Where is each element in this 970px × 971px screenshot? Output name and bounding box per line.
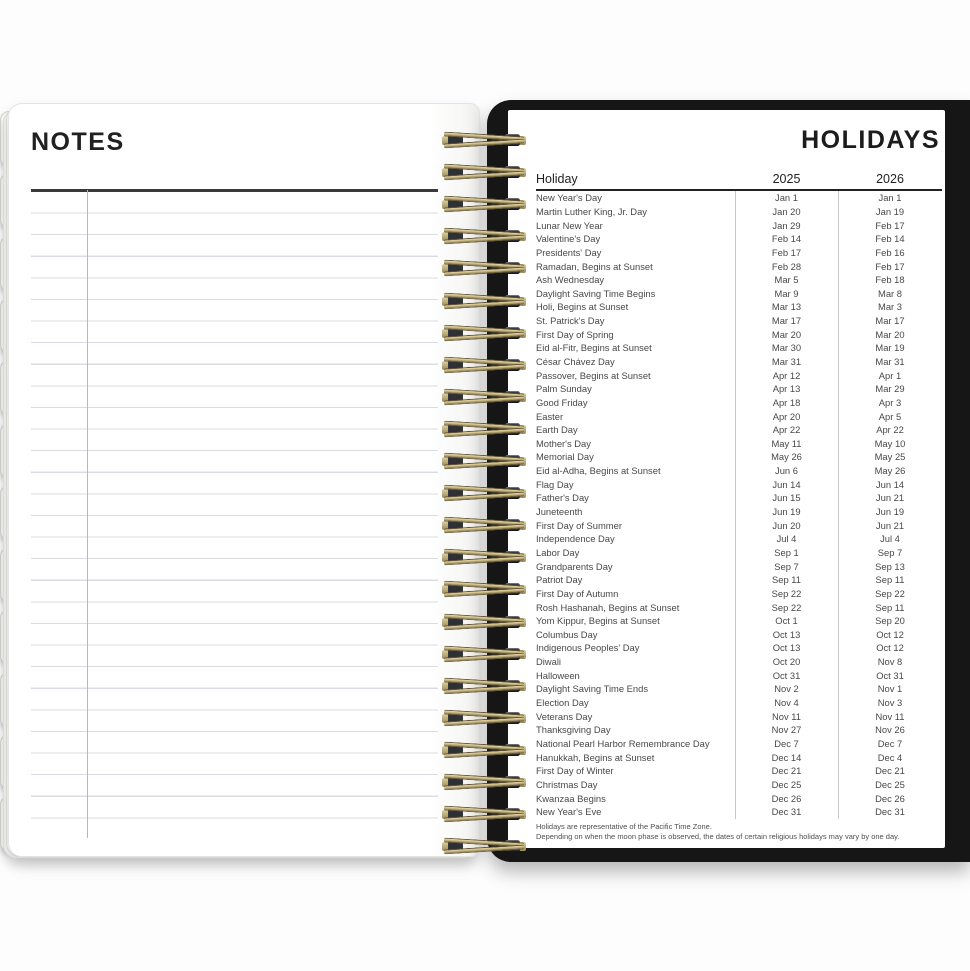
table-row xyxy=(536,559,942,573)
notes-margin-line xyxy=(87,190,88,838)
table-row xyxy=(536,218,942,232)
table-row xyxy=(536,628,942,642)
table-row xyxy=(536,286,942,300)
table-row xyxy=(536,450,942,464)
holiday-name: Father's Day xyxy=(536,492,589,504)
date-2026: Jan 19 xyxy=(875,205,905,217)
holiday-name: Independence Day xyxy=(536,533,615,545)
planner-back-cover xyxy=(487,100,970,862)
date-2025: Oct 13 xyxy=(772,628,801,640)
table-row xyxy=(536,764,942,778)
date-2025: Mar 20 xyxy=(771,328,802,340)
date-2026: Feb 14 xyxy=(875,233,905,245)
holiday-name: Columbus Day xyxy=(536,628,598,640)
date-2026: Apr 22 xyxy=(876,424,904,436)
column-header-2025: 2025 xyxy=(772,172,801,186)
table-row xyxy=(536,668,942,682)
holiday-name: Thanksgiving Day xyxy=(536,724,611,736)
holiday-name: Holi, Begins at Sunset xyxy=(536,301,629,313)
date-2025: Jun 6 xyxy=(775,465,798,477)
table-row xyxy=(536,355,942,369)
date-2025: Dec 25 xyxy=(771,778,802,790)
holiday-name: Ash Wednesday xyxy=(536,274,605,286)
table-row xyxy=(536,464,942,478)
date-2026: Sep 22 xyxy=(875,587,905,599)
table-row xyxy=(536,382,942,396)
date-2025: Nov 27 xyxy=(771,724,802,736)
date-2025: Sep 22 xyxy=(771,587,802,599)
date-2026: Nov 26 xyxy=(875,724,905,736)
date-2026: Nov 8 xyxy=(877,656,903,668)
date-2026: Feb 17 xyxy=(875,219,905,231)
table-row xyxy=(536,682,942,696)
date-2026: Dec 4 xyxy=(877,751,903,763)
table-row xyxy=(536,423,942,437)
holiday-name: Lunar New Year xyxy=(536,219,603,231)
holiday-name: Patriot Day xyxy=(536,574,583,586)
footnote-text: Holidays are representative of the Pacific Time Zone. xyxy=(536,822,712,832)
table-row xyxy=(536,778,942,792)
holiday-name: Daylight Saving Time Begins xyxy=(536,287,656,299)
column-divider xyxy=(838,191,839,819)
date-2026: Oct 12 xyxy=(876,628,904,640)
date-2025: Nov 11 xyxy=(771,710,801,722)
holiday-name: Palm Sunday xyxy=(536,383,592,395)
date-2026: May 26 xyxy=(874,465,906,477)
date-2025: Jan 29 xyxy=(772,219,801,231)
table-row xyxy=(536,491,942,505)
holidays-table xyxy=(536,170,942,841)
date-2025: Jun 14 xyxy=(772,478,801,490)
date-2026: May 25 xyxy=(874,451,906,463)
column-divider xyxy=(735,191,736,819)
date-2025: Feb 17 xyxy=(771,246,802,258)
table-row xyxy=(536,505,942,519)
holiday-name: Earth Day xyxy=(536,424,578,436)
date-2025: Nov 2 xyxy=(774,683,799,695)
date-2026: Nov 11 xyxy=(875,710,905,722)
date-2026: Feb 17 xyxy=(875,260,905,272)
date-2026: Sep 13 xyxy=(875,560,905,572)
date-2025: Jan 1 xyxy=(775,192,798,204)
holiday-name: Eid al-Fitr, Begins at Sunset xyxy=(536,342,652,354)
date-2025: Oct 13 xyxy=(772,642,801,654)
table-row xyxy=(536,532,942,546)
date-2025: May 11 xyxy=(771,437,802,449)
table-row xyxy=(536,709,942,723)
holiday-name: Grandparents Day xyxy=(536,560,613,572)
holidays-table-body xyxy=(536,191,942,818)
notes-page-title: NOTES xyxy=(31,128,125,156)
holiday-name: First Day of Winter xyxy=(536,765,614,777)
date-2025: Apr 22 xyxy=(772,424,801,436)
date-2026: Jan 1 xyxy=(878,192,902,204)
date-2026: Apr 5 xyxy=(878,410,902,422)
table-row xyxy=(536,246,942,260)
date-2026: Mar 19 xyxy=(875,342,905,354)
date-2025: Mar 9 xyxy=(774,287,799,299)
date-2025: Sep 7 xyxy=(774,560,799,572)
notes-ruled-lines xyxy=(31,192,438,838)
column-header-2026: 2026 xyxy=(876,172,904,186)
date-2025: Apr 12 xyxy=(772,369,801,381)
holiday-name: Easter xyxy=(536,410,564,422)
holiday-name: Kwanzaa Begins xyxy=(536,792,606,804)
date-2026: Mar 20 xyxy=(875,328,905,340)
table-row xyxy=(536,191,942,205)
date-2025: Dec 21 xyxy=(771,765,802,777)
holiday-name: Indigenous Peoples' Day xyxy=(536,642,640,654)
holiday-name: First Day of Autumn xyxy=(536,587,619,599)
table-row xyxy=(536,314,942,328)
table-row xyxy=(536,723,942,737)
date-2026: Dec 25 xyxy=(875,778,905,790)
date-2025: Feb 14 xyxy=(771,233,802,245)
table-row xyxy=(536,655,942,669)
holidays-page xyxy=(508,110,945,848)
holiday-name: Martin Luther King, Jr. Day xyxy=(536,205,647,217)
date-2026: Jun 19 xyxy=(875,506,905,518)
date-2025: Sep 22 xyxy=(771,601,802,613)
footnote-text: Depending on when the moon phase is observed, the dates of certain religious holidays may vary by one day. xyxy=(536,831,900,841)
date-2026: Apr 3 xyxy=(878,396,902,408)
date-2025: Jun 20 xyxy=(772,519,801,531)
table-row xyxy=(536,600,942,614)
date-2025: Oct 20 xyxy=(772,656,801,668)
date-2025: Dec 7 xyxy=(774,737,799,749)
table-row xyxy=(536,737,942,751)
date-2026: Jun 21 xyxy=(875,492,905,504)
holiday-name: Good Friday xyxy=(536,396,588,408)
date-2026: Oct 12 xyxy=(876,642,904,654)
holiday-name: Passover, Begins at Sunset xyxy=(536,369,651,381)
date-2026: Mar 3 xyxy=(878,301,902,313)
date-2025: Jun 19 xyxy=(772,506,801,518)
table-row xyxy=(536,750,942,764)
holiday-name: New Year's Day xyxy=(536,192,602,204)
date-2026: Feb 16 xyxy=(875,246,905,258)
table-row xyxy=(536,232,942,246)
table-row xyxy=(536,587,942,601)
table-row xyxy=(536,573,942,587)
date-2026: Feb 18 xyxy=(875,274,905,286)
date-2026: Apr 1 xyxy=(878,369,902,381)
table-row xyxy=(536,259,942,273)
holiday-name: Memorial Day xyxy=(536,451,594,463)
date-2026: Mar 29 xyxy=(875,383,905,395)
date-2026: Jun 21 xyxy=(875,519,905,531)
holiday-name: Hanukkah, Begins at Sunset xyxy=(536,751,655,763)
date-2026: Sep 7 xyxy=(877,546,903,558)
date-2026: Jun 14 xyxy=(875,478,905,490)
date-2025: Mar 17 xyxy=(771,315,802,327)
table-row xyxy=(536,477,942,491)
column-header-holiday: Holiday xyxy=(536,172,578,186)
table-row xyxy=(536,805,942,819)
table-row xyxy=(536,341,942,355)
table-row xyxy=(536,546,942,560)
date-2025: Apr 18 xyxy=(772,396,801,408)
table-row xyxy=(536,396,942,410)
table-row xyxy=(536,327,942,341)
date-2025: Dec 31 xyxy=(771,806,802,818)
date-2025: Jun 15 xyxy=(772,492,801,504)
date-2025: Oct 31 xyxy=(772,669,801,681)
holiday-name: First Day of Spring xyxy=(536,328,614,340)
table-row xyxy=(536,791,942,805)
holiday-name: Mother's Day xyxy=(536,437,591,449)
date-2025: Mar 31 xyxy=(771,356,802,367)
notes-page-group xyxy=(0,101,478,859)
date-2025: Mar 13 xyxy=(771,301,802,313)
table-row xyxy=(536,368,942,382)
date-2025: Feb 28 xyxy=(771,260,802,272)
table-row xyxy=(536,614,942,628)
table-row xyxy=(536,518,942,532)
date-2025: Dec 14 xyxy=(771,751,802,763)
holiday-name: New Year's Eve xyxy=(536,806,602,818)
table-row xyxy=(536,273,942,287)
date-2026: Dec 31 xyxy=(875,806,905,818)
date-2025: Apr 13 xyxy=(772,383,801,395)
date-2025: Dec 26 xyxy=(771,792,802,804)
date-2025: Mar 5 xyxy=(774,274,799,286)
table-row xyxy=(536,437,942,451)
date-2025: Sep 1 xyxy=(774,546,799,558)
date-2025: Sep 11 xyxy=(771,574,802,586)
holiday-name: National Pearl Harbor Remembrance Day xyxy=(536,737,710,749)
holiday-name: Labor Day xyxy=(536,546,580,558)
holidays-table-header xyxy=(536,170,942,188)
date-2026: Dec 26 xyxy=(875,792,905,804)
date-2026: Mar 8 xyxy=(878,287,902,299)
date-2026: Oct 31 xyxy=(876,669,904,681)
date-2026: Dec 21 xyxy=(875,765,905,777)
date-2025: Jul 4 xyxy=(776,533,797,545)
date-2025: Mar 30 xyxy=(771,342,802,354)
table-row xyxy=(536,641,942,655)
holiday-name: Diwali xyxy=(536,656,562,668)
date-2026: May 10 xyxy=(874,437,906,449)
table-row xyxy=(536,409,942,423)
holiday-name: Election Day xyxy=(536,697,589,709)
holiday-name: Christmas Day xyxy=(536,778,598,790)
holiday-name: First Day of Summer xyxy=(536,519,622,531)
date-2026: Jul 4 xyxy=(880,533,900,545)
holiday-name: Yom Kippur, Begins at Sunset xyxy=(536,615,660,627)
date-2026: Mar 17 xyxy=(875,315,905,327)
date-2026: Mar 31 xyxy=(875,356,905,367)
date-2026: Sep 20 xyxy=(875,615,905,627)
date-2026: Sep 11 xyxy=(875,574,905,586)
holiday-name: Veterans Day xyxy=(536,710,593,722)
holiday-name: Daylight Saving Time Ends xyxy=(536,683,649,695)
date-2025: May 26 xyxy=(771,451,802,463)
table-row xyxy=(536,205,942,219)
date-2025: Apr 20 xyxy=(772,410,801,422)
table-row xyxy=(536,696,942,710)
date-2025: Nov 4 xyxy=(774,697,799,709)
holiday-name: Presidents' Day xyxy=(536,246,602,258)
holiday-name: Eid al-Adha, Begins at Sunset xyxy=(536,465,661,477)
date-2026: Nov 1 xyxy=(877,683,903,695)
date-2025: Jan 20 xyxy=(772,205,801,217)
holiday-name: St. Patrick's Day xyxy=(536,315,605,327)
date-2025: Oct 1 xyxy=(775,615,798,627)
holiday-name: César Chávez Day xyxy=(536,356,615,367)
date-2026: Sep 11 xyxy=(875,601,905,613)
holiday-name: Valentine's Day xyxy=(536,233,601,245)
notes-page xyxy=(8,103,480,857)
holiday-name: Ramadan, Begins at Sunset xyxy=(536,260,653,272)
holiday-name: Flag Day xyxy=(536,478,574,490)
holiday-name: Rosh Hashanah, Begins at Sunset xyxy=(536,601,680,613)
holidays-page-title: HOLIDAYS xyxy=(801,126,940,154)
holidays-footnotes xyxy=(536,822,942,841)
date-2026: Nov 3 xyxy=(877,697,903,709)
holiday-name: Halloween xyxy=(536,669,580,681)
date-2026: Dec 7 xyxy=(877,737,903,749)
holiday-name: Juneteenth xyxy=(536,506,583,518)
table-row xyxy=(536,300,942,314)
